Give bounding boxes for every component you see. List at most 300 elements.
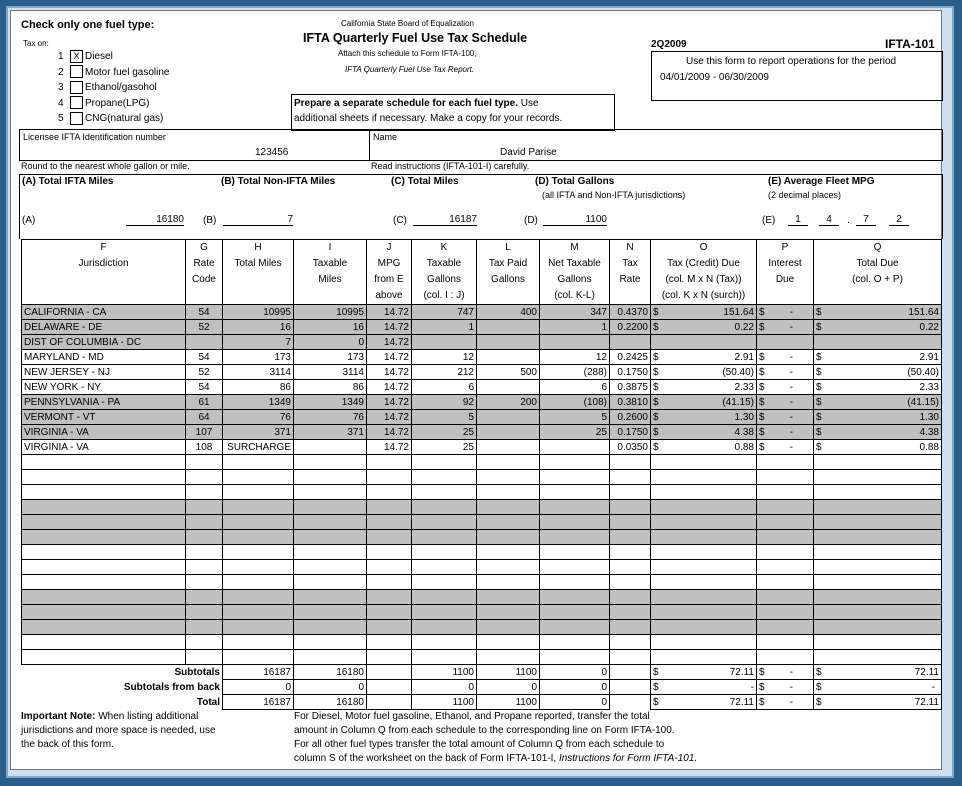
cell-l[interactable]: 400 (477, 305, 540, 320)
blank-cell[interactable] (814, 635, 942, 650)
blank-cell[interactable] (610, 530, 651, 545)
cell-o[interactable] (651, 695, 757, 710)
cell-o[interactable] (651, 365, 757, 380)
blank-cell[interactable] (22, 620, 186, 635)
cell-i[interactable]: 76 (294, 410, 367, 425)
cell-q[interactable] (814, 380, 942, 395)
blank-cell[interactable] (757, 590, 814, 605)
blank-cell[interactable] (22, 545, 186, 560)
cell-o[interactable] (651, 665, 757, 680)
blank-cell[interactable] (610, 470, 651, 485)
blank-cell[interactable] (22, 500, 186, 515)
cell-p[interactable] (757, 350, 814, 365)
blank-cell[interactable] (294, 635, 367, 650)
cell-q[interactable] (814, 440, 942, 455)
cell-h[interactable]: 1349 (223, 395, 294, 410)
blank-cell[interactable] (814, 575, 942, 590)
blank-cell[interactable] (814, 605, 942, 620)
blank-cell[interactable] (610, 590, 651, 605)
blank-cell[interactable] (412, 575, 477, 590)
blank-cell[interactable] (757, 635, 814, 650)
cell-h[interactable]: 16187 (223, 695, 294, 710)
cell-o[interactable] (651, 320, 757, 335)
blank-cell[interactable] (412, 470, 477, 485)
cell-o[interactable] (651, 425, 757, 440)
cell-h[interactable]: 0 (223, 680, 294, 695)
cell-g[interactable]: 54 (186, 350, 223, 365)
blank-cell[interactable] (814, 515, 942, 530)
blank-cell[interactable] (651, 455, 757, 470)
cell-k[interactable] (412, 335, 477, 350)
blank-cell[interactable] (412, 500, 477, 515)
cell-h[interactable]: 10995 (223, 305, 294, 320)
blank-cell[interactable] (367, 650, 412, 665)
cell-f[interactable]: MARYLAND - MD (22, 350, 186, 365)
cell-h[interactable]: 16 (223, 320, 294, 335)
blank-cell[interactable] (757, 530, 814, 545)
cell-l[interactable]: 1100 (477, 695, 540, 710)
blank-cell[interactable] (757, 575, 814, 590)
blank-cell[interactable] (367, 485, 412, 500)
blank-cell[interactable] (367, 575, 412, 590)
blank-cell[interactable] (610, 455, 651, 470)
cell-m[interactable]: 0 (540, 695, 610, 710)
blank-cell[interactable] (757, 500, 814, 515)
cell-l[interactable] (477, 350, 540, 365)
blank-cell[interactable] (814, 545, 942, 560)
cell-i[interactable]: 173 (294, 350, 367, 365)
blank-cell[interactable] (540, 470, 610, 485)
cell-f[interactable]: VIRGINIA - VA (22, 425, 186, 440)
blank-cell[interactable] (814, 470, 942, 485)
blank-cell[interactable] (223, 650, 294, 665)
blank-cell[interactable] (477, 470, 540, 485)
blank-cell[interactable] (186, 635, 223, 650)
cell-q[interactable] (814, 410, 942, 425)
blank-cell[interactable] (610, 560, 651, 575)
cell-f[interactable]: NEW YORK - NY (22, 380, 186, 395)
blank-cell[interactable] (223, 620, 294, 635)
blank-cell[interactable] (651, 470, 757, 485)
blank-cell[interactable] (540, 590, 610, 605)
blank-cell[interactable] (477, 575, 540, 590)
blank-cell[interactable] (367, 590, 412, 605)
blank-cell[interactable] (412, 650, 477, 665)
cell-i[interactable]: 371 (294, 425, 367, 440)
cell-o[interactable] (651, 440, 757, 455)
cell-n[interactable]: 0.2600 (610, 410, 651, 425)
cell-j[interactable]: 14.72 (367, 380, 412, 395)
cell-i[interactable]: 16180 (294, 695, 367, 710)
cell-n[interactable]: 0.3875 (610, 380, 651, 395)
blank-cell[interactable] (186, 455, 223, 470)
blank-cell[interactable] (294, 530, 367, 545)
blank-cell[interactable] (294, 620, 367, 635)
blank-cell[interactable] (294, 650, 367, 665)
fuel-type-checkbox[interactable] (70, 81, 83, 94)
blank-cell[interactable] (22, 455, 186, 470)
blank-cell[interactable] (610, 650, 651, 665)
cell-l[interactable]: 500 (477, 365, 540, 380)
cell-n[interactable]: 0.0350 (610, 440, 651, 455)
cell-p[interactable] (757, 665, 814, 680)
blank-cell[interactable] (22, 590, 186, 605)
cell-m[interactable]: 25 (540, 425, 610, 440)
blank-cell[interactable] (477, 455, 540, 470)
cell-j[interactable]: 14.72 (367, 350, 412, 365)
blank-cell[interactable] (186, 590, 223, 605)
blank-cell[interactable] (540, 560, 610, 575)
blank-cell[interactable] (540, 635, 610, 650)
cell-p[interactable] (757, 410, 814, 425)
fuel-type-checkbox[interactable] (70, 65, 83, 78)
cell-h[interactable]: 173 (223, 350, 294, 365)
cell-o[interactable] (651, 350, 757, 365)
blank-cell[interactable] (367, 605, 412, 620)
cell-o[interactable] (651, 335, 757, 350)
blank-cell[interactable] (294, 515, 367, 530)
blank-cell[interactable] (610, 515, 651, 530)
blank-cell[interactable] (651, 560, 757, 575)
cell-m[interactable] (540, 335, 610, 350)
blank-cell[interactable] (22, 650, 186, 665)
blank-cell[interactable] (540, 515, 610, 530)
cell-f[interactable]: DIST OF COLUMBIA - DC (22, 335, 186, 350)
cell-g[interactable]: 107 (186, 425, 223, 440)
cell-i[interactable]: 16180 (294, 665, 367, 680)
blank-cell[interactable] (186, 530, 223, 545)
blank-cell[interactable] (367, 560, 412, 575)
blank-cell[interactable] (294, 605, 367, 620)
cell-k[interactable]: 92 (412, 395, 477, 410)
blank-cell[interactable] (651, 530, 757, 545)
cell-k[interactable]: 1100 (412, 695, 477, 710)
blank-cell[interactable] (540, 620, 610, 635)
cell-q[interactable] (814, 365, 942, 380)
cell-n[interactable]: 0.3810 (610, 395, 651, 410)
blank-cell[interactable] (412, 590, 477, 605)
cell-l[interactable]: 200 (477, 395, 540, 410)
blank-cell[interactable] (186, 650, 223, 665)
blank-cell[interactable] (540, 530, 610, 545)
cell-g[interactable]: 108 (186, 440, 223, 455)
cell-o[interactable] (651, 395, 757, 410)
cell-p[interactable] (757, 695, 814, 710)
blank-cell[interactable] (412, 530, 477, 545)
blank-cell[interactable] (186, 485, 223, 500)
blank-cell[interactable] (610, 500, 651, 515)
blank-cell[interactable] (610, 545, 651, 560)
cell-k[interactable]: 5 (412, 410, 477, 425)
cell-o[interactable] (651, 305, 757, 320)
blank-cell[interactable] (651, 620, 757, 635)
blank-cell[interactable] (22, 635, 186, 650)
cell-g[interactable]: 54 (186, 380, 223, 395)
blank-cell[interactable] (610, 620, 651, 635)
blank-cell[interactable] (540, 455, 610, 470)
cell-j[interactable]: 14.72 (367, 440, 412, 455)
blank-cell[interactable] (367, 545, 412, 560)
cell-i[interactable]: 1349 (294, 395, 367, 410)
blank-cell[interactable] (477, 635, 540, 650)
cell-h[interactable]: 7 (223, 335, 294, 350)
blank-cell[interactable] (223, 560, 294, 575)
blank-cell[interactable] (412, 620, 477, 635)
blank-cell[interactable] (186, 560, 223, 575)
cell-l[interactable]: 1100 (477, 665, 540, 680)
cell-l[interactable]: 0 (477, 680, 540, 695)
blank-cell[interactable] (186, 575, 223, 590)
cell-h[interactable]: 76 (223, 410, 294, 425)
blank-cell[interactable] (186, 500, 223, 515)
blank-cell[interactable] (412, 455, 477, 470)
blank-cell[interactable] (477, 650, 540, 665)
cell-i[interactable]: 0 (294, 680, 367, 695)
cell-o[interactable] (651, 380, 757, 395)
cell-f[interactable]: CALIFORNIA - CA (22, 305, 186, 320)
blank-cell[interactable] (477, 560, 540, 575)
cell-n[interactable]: 0.4370 (610, 305, 651, 320)
blank-cell[interactable] (412, 485, 477, 500)
cell-q[interactable] (814, 320, 942, 335)
blank-cell[interactable] (223, 485, 294, 500)
blank-cell[interactable] (223, 500, 294, 515)
blank-cell[interactable] (223, 515, 294, 530)
fuel-type-checkbox[interactable]: X (70, 50, 83, 63)
blank-cell[interactable] (477, 605, 540, 620)
cell-n[interactable] (610, 335, 651, 350)
cell-l[interactable] (477, 410, 540, 425)
cell-k[interactable]: 0 (412, 680, 477, 695)
cell-n[interactable]: 0.2200 (610, 320, 651, 335)
cell-k[interactable]: 6 (412, 380, 477, 395)
blank-cell[interactable] (294, 560, 367, 575)
cell-i[interactable]: 10995 (294, 305, 367, 320)
cell-i[interactable]: 16 (294, 320, 367, 335)
blank-cell[interactable] (294, 590, 367, 605)
cell-f[interactable]: PENNSYLVANIA - PA (22, 395, 186, 410)
blank-cell[interactable] (367, 500, 412, 515)
blank-cell[interactable] (477, 545, 540, 560)
blank-cell[interactable] (186, 545, 223, 560)
cell-l[interactable] (477, 335, 540, 350)
blank-cell[interactable] (477, 515, 540, 530)
cell-m[interactable]: 5 (540, 410, 610, 425)
blank-cell[interactable] (477, 485, 540, 500)
cell-p[interactable] (757, 395, 814, 410)
cell-q[interactable] (814, 305, 942, 320)
blank-cell[interactable] (186, 515, 223, 530)
cell-f[interactable]: DELAWARE - DE (22, 320, 186, 335)
cell-m[interactable]: (108) (540, 395, 610, 410)
blank-cell[interactable] (814, 620, 942, 635)
blank-cell[interactable] (757, 560, 814, 575)
blank-cell[interactable] (223, 530, 294, 545)
cell-n[interactable]: 0.1750 (610, 425, 651, 440)
blank-cell[interactable] (22, 560, 186, 575)
cell-q[interactable] (814, 425, 942, 440)
blank-cell[interactable] (412, 545, 477, 560)
blank-cell[interactable] (651, 485, 757, 500)
cell-g[interactable]: 52 (186, 320, 223, 335)
cell-k[interactable]: 12 (412, 350, 477, 365)
cell-g[interactable] (186, 335, 223, 350)
blank-cell[interactable] (757, 515, 814, 530)
cell-q[interactable] (814, 665, 942, 680)
blank-cell[interactable] (814, 560, 942, 575)
blank-cell[interactable] (610, 605, 651, 620)
cell-p[interactable] (757, 305, 814, 320)
blank-cell[interactable] (814, 650, 942, 665)
blank-cell[interactable] (412, 560, 477, 575)
cell-m[interactable]: 12 (540, 350, 610, 365)
cell-h[interactable]: 371 (223, 425, 294, 440)
cell-l[interactable] (477, 425, 540, 440)
blank-cell[interactable] (610, 485, 651, 500)
blank-cell[interactable] (22, 530, 186, 545)
cell-g[interactable]: 54 (186, 305, 223, 320)
blank-cell[interactable] (367, 470, 412, 485)
cell-g[interactable]: 64 (186, 410, 223, 425)
blank-cell[interactable] (540, 575, 610, 590)
blank-cell[interactable] (540, 605, 610, 620)
cell-n[interactable]: 0.2425 (610, 350, 651, 365)
blank-cell[interactable] (814, 485, 942, 500)
blank-cell[interactable] (223, 635, 294, 650)
blank-cell[interactable] (814, 500, 942, 515)
cell-f[interactable]: VERMONT - VT (22, 410, 186, 425)
blank-cell[interactable] (651, 545, 757, 560)
blank-cell[interactable] (294, 575, 367, 590)
cell-j[interactable]: 14.72 (367, 305, 412, 320)
blank-cell[interactable] (294, 455, 367, 470)
blank-cell[interactable] (223, 455, 294, 470)
blank-cell[interactable] (651, 575, 757, 590)
blank-cell[interactable] (757, 620, 814, 635)
blank-cell[interactable] (186, 605, 223, 620)
cell-m[interactable]: 6 (540, 380, 610, 395)
cell-h[interactable]: 3114 (223, 365, 294, 380)
cell-j[interactable]: 14.72 (367, 335, 412, 350)
cell-m[interactable]: 0 (540, 665, 610, 680)
cell-p[interactable] (757, 680, 814, 695)
blank-cell[interactable] (294, 470, 367, 485)
cell-i[interactable]: 0 (294, 335, 367, 350)
cell-o[interactable] (651, 410, 757, 425)
blank-cell[interactable] (610, 635, 651, 650)
cell-h[interactable]: SURCHARGE (223, 440, 294, 455)
blank-cell[interactable] (412, 635, 477, 650)
blank-cell[interactable] (477, 620, 540, 635)
blank-cell[interactable] (757, 455, 814, 470)
blank-cell[interactable] (367, 620, 412, 635)
cell-j[interactable]: 14.72 (367, 395, 412, 410)
blank-cell[interactable] (223, 470, 294, 485)
blank-cell[interactable] (477, 530, 540, 545)
blank-cell[interactable] (651, 605, 757, 620)
cell-g[interactable]: 52 (186, 365, 223, 380)
cell-n[interactable]: 0.1750 (610, 365, 651, 380)
blank-cell[interactable] (814, 530, 942, 545)
blank-cell[interactable] (651, 590, 757, 605)
blank-cell[interactable] (540, 650, 610, 665)
cell-i[interactable]: 86 (294, 380, 367, 395)
blank-cell[interactable] (294, 545, 367, 560)
cell-l[interactable] (477, 320, 540, 335)
blank-cell[interactable] (223, 575, 294, 590)
cell-q[interactable] (814, 395, 942, 410)
blank-cell[interactable] (22, 470, 186, 485)
cell-k[interactable]: 25 (412, 425, 477, 440)
blank-cell[interactable] (22, 605, 186, 620)
cell-j[interactable]: 14.72 (367, 320, 412, 335)
blank-cell[interactable] (651, 515, 757, 530)
blank-cell[interactable] (814, 590, 942, 605)
cell-g[interactable]: 61 (186, 395, 223, 410)
cell-j[interactable]: 14.72 (367, 425, 412, 440)
cell-i[interactable] (294, 440, 367, 455)
blank-cell[interactable] (651, 500, 757, 515)
blank-cell[interactable] (186, 470, 223, 485)
cell-p[interactable] (757, 365, 814, 380)
blank-cell[interactable] (367, 635, 412, 650)
blank-cell[interactable] (367, 455, 412, 470)
cell-q[interactable] (814, 350, 942, 365)
cell-f[interactable]: NEW JERSEY - NJ (22, 365, 186, 380)
blank-cell[interactable] (223, 545, 294, 560)
cell-h[interactable]: 86 (223, 380, 294, 395)
blank-cell[interactable] (477, 590, 540, 605)
blank-cell[interactable] (223, 605, 294, 620)
blank-cell[interactable] (412, 515, 477, 530)
blank-cell[interactable] (367, 530, 412, 545)
cell-i[interactable]: 3114 (294, 365, 367, 380)
cell-o[interactable] (651, 680, 757, 695)
cell-p[interactable] (757, 320, 814, 335)
blank-cell[interactable] (294, 485, 367, 500)
cell-m[interactable]: (288) (540, 365, 610, 380)
blank-cell[interactable] (814, 455, 942, 470)
blank-cell[interactable] (186, 620, 223, 635)
blank-cell[interactable] (367, 515, 412, 530)
cell-k[interactable]: 212 (412, 365, 477, 380)
cell-h[interactable]: 16187 (223, 665, 294, 680)
blank-cell[interactable] (22, 575, 186, 590)
cell-m[interactable]: 347 (540, 305, 610, 320)
cell-p[interactable] (757, 440, 814, 455)
blank-cell[interactable] (610, 575, 651, 590)
cell-p[interactable] (757, 425, 814, 440)
cell-l[interactable] (477, 380, 540, 395)
cell-k[interactable]: 25 (412, 440, 477, 455)
cell-m[interactable]: 0 (540, 680, 610, 695)
blank-cell[interactable] (22, 515, 186, 530)
cell-k[interactable]: 1100 (412, 665, 477, 680)
cell-m[interactable] (540, 440, 610, 455)
blank-cell[interactable] (651, 650, 757, 665)
cell-f[interactable]: VIRGINIA - VA (22, 440, 186, 455)
blank-cell[interactable] (294, 500, 367, 515)
blank-cell[interactable] (651, 635, 757, 650)
cell-j[interactable]: 14.72 (367, 365, 412, 380)
cell-j[interactable]: 14.72 (367, 410, 412, 425)
cell-q[interactable] (814, 680, 942, 695)
cell-k[interactable]: 747 (412, 305, 477, 320)
cell-l[interactable] (477, 440, 540, 455)
cell-p[interactable] (757, 335, 814, 350)
blank-cell[interactable] (757, 545, 814, 560)
cell-m[interactable]: 1 (540, 320, 610, 335)
